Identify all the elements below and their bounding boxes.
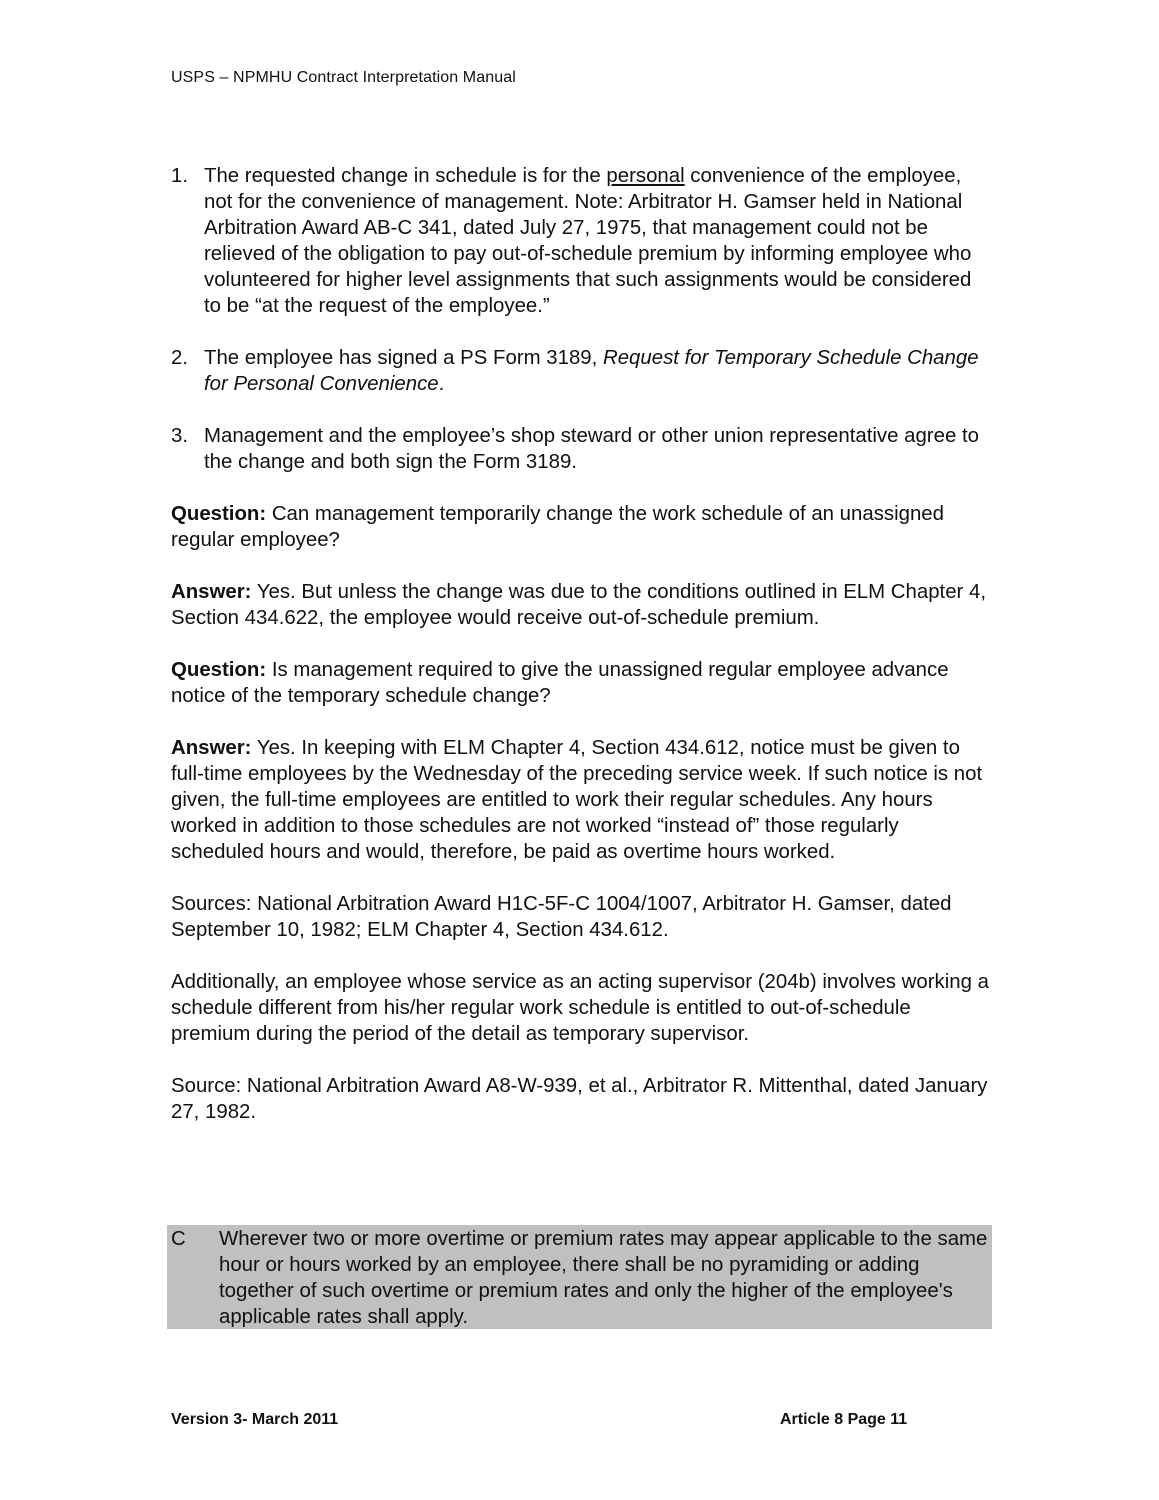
- footer-version: Version 3- March 2011: [171, 1411, 339, 1428]
- clause-letter: C: [171, 1228, 186, 1250]
- list-item-1: [171, 163, 993, 319]
- question-text: Can management temporarily change the work schedule of an unassigned regular employee?: [171, 503, 944, 551]
- footer-page-number: Article 8 Page 11: [780, 1411, 908, 1428]
- list-item-text: [204, 163, 993, 319]
- answer-1: [171, 579, 993, 631]
- question-1: [171, 501, 993, 553]
- page-header-title: USPS – NPMHU Contract Interpretation Manual: [171, 69, 516, 86]
- source-paragraph: Source: National Arbitration Award A8-W-939, et al., Arbitrator R. Mittenthal, dated January 27, 1982.: [171, 1075, 988, 1123]
- list-number: 2.: [171, 347, 189, 369]
- additional-paragraph: Additionally, an employee whose service as an acting supervisor (204b) involves working a schedule different from his/her regular work schedule is entitled to out-of-schedule premium during the period of the detail as temporary supervisor.: [171, 971, 989, 1045]
- contract-clause-box: [167, 1225, 992, 1329]
- list-item-text-start: The employee has signed a PS Form 3189,: [204, 347, 603, 369]
- answer-text: Yes. But unless the change was due to the conditions outlined in ELM Chapter 4, Section 434.622, the employee would receive out-of-schedule premium.: [171, 581, 987, 629]
- answer-label: Answer:: [171, 581, 252, 603]
- underlined-word: personal: [606, 165, 685, 187]
- question-2: [171, 657, 993, 709]
- list-item-text-end: convenience of the employee, not for the convenience of management. Note: Arbitrator H. Gamser held in National Arbitration Award AB-C 341, dated July 27, 1975, that management could not be relieved of the obligation to pay out-of-schedule premium by informing employee who volunteered for higher level assignments that such assignments would be considered to be “at the request of the employee.”: [204, 165, 972, 317]
- list-number: 1.: [171, 165, 189, 187]
- list-item-text: [204, 345, 993, 397]
- list-item-text-end: .: [438, 373, 445, 395]
- list-item-3: [171, 423, 993, 475]
- clause-text: Wherever two or more overtime or premium rates may appear applicable to the same hour or hours worked by an employee, there shall be no pyramiding or adding together of such overtime or premium rates and only the higher of the employee's applicable rates shall apply.: [219, 1228, 988, 1328]
- list-item-2: [171, 345, 993, 397]
- answer-label: Answer:: [171, 737, 252, 759]
- question-label: Question:: [171, 503, 267, 525]
- page-content: [171, 163, 993, 1151]
- list-number: 3.: [171, 425, 189, 447]
- question-text: Is management required to give the unassigned regular employee advance notice of the temporary schedule change?: [171, 659, 949, 707]
- list-item-text-start: The requested change in schedule is for the: [204, 165, 607, 187]
- answer-2: [171, 735, 993, 865]
- list-item-text: Management and the employee’s shop steward or other union representative agree to the change and both sign the Form 3189.: [204, 425, 979, 473]
- sources-paragraph: Sources: National Arbitration Award H1C-5F-C 1004/1007, Arbitrator H. Gamser, dated September 10, 1982; ELM Chapter 4, Section 434.612.: [171, 893, 952, 941]
- answer-text: Yes. In keeping with ELM Chapter 4, Section 434.612, notice must be given to full-time employees by the Wednesday of the preceding service week. If such notice is not given, the full-time employees are entitled to work their regular schedules. Any hours worked in addition to those schedules are not worked “instead of” those regularly scheduled hours and would, therefore, be paid as overtime hours worked.: [171, 737, 983, 863]
- form-title: Request for Temporary Schedule Change for Personal Convenience: [204, 347, 979, 395]
- question-label: Question:: [171, 659, 267, 681]
